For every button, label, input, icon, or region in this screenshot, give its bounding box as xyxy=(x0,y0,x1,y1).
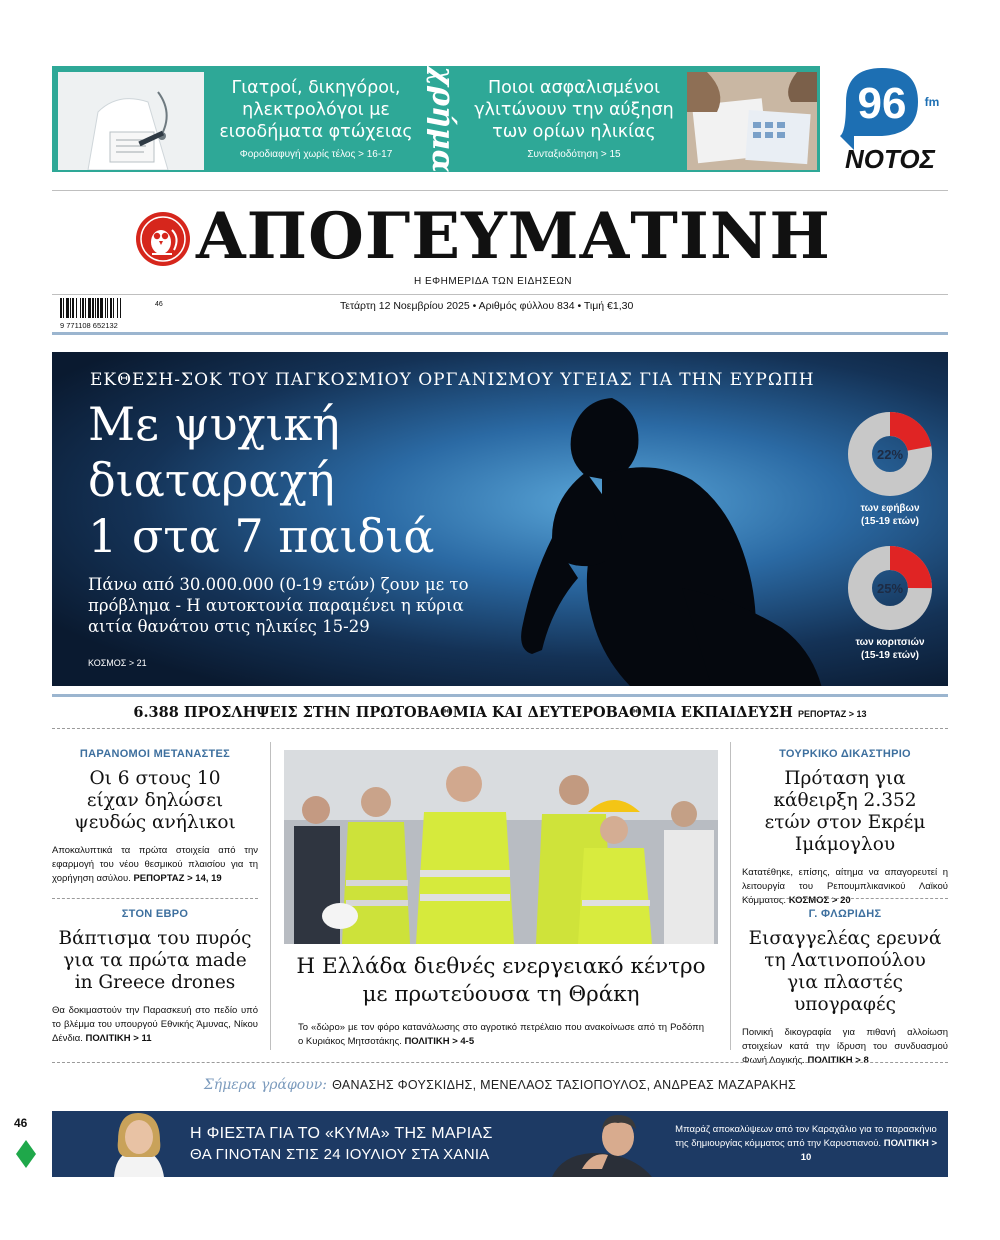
barcode-bar xyxy=(100,298,103,318)
barcode-bar xyxy=(120,298,121,318)
promo-right-text xyxy=(463,77,685,160)
donut-value-teens: 22% xyxy=(876,447,904,462)
barcode-bar xyxy=(80,298,81,318)
donut-label-line: των κοριτσιών xyxy=(855,637,925,648)
documents-photo-icon xyxy=(687,72,817,170)
promo-left-title[interactable]: Γιατροί, δικηγόροι, ηλεκτρολόγοι με εισοδήματα φτώχειας xyxy=(219,78,413,142)
barcode-bar xyxy=(66,298,69,318)
divider-blue xyxy=(52,332,948,335)
portrait-woman-icon xyxy=(92,1111,184,1177)
promo-left-ref: Φοροδιαφυγή χωρίς τέλος > 16-17 xyxy=(239,149,393,160)
story-body xyxy=(742,866,948,908)
bottom-banner-title-1: Η ΦΙΕΣΤΑ ΓΙΑ ΤΟ «ΚΥΜΑ» ΤΗΣ ΜΑΡΙΑΣ xyxy=(190,1125,493,1142)
center-headline[interactable]: Η Ελλάδα διεθνές ενεργειακό κέντρο με πρωτεύουσα τη Θράκη xyxy=(296,954,706,1007)
hero-headline-line: Με ψυχική xyxy=(88,397,340,451)
story-body xyxy=(52,1004,258,1046)
section-label-text: χρήμα xyxy=(424,65,460,173)
barcode-bar xyxy=(105,298,106,318)
silhouette-icon xyxy=(482,388,862,686)
column-divider xyxy=(270,742,271,1050)
right-story-2[interactable] xyxy=(742,908,948,1068)
hero-headline-line: 1 στα 7 παιδιά xyxy=(88,509,435,563)
story-body-text: Το «δώρο» με τον φόρο κατανάλωσης στο αγροτικό πετρέλαιο που ανακοίνωσε από τη Ροδόπη ο Κυριάκος Μητσοτάκης. xyxy=(298,1022,704,1047)
edition-line: Τετάρτη 12 Νοεμβρίου 2025 • Αριθμός φύλλου 834 • Τιμή €1,30 xyxy=(340,300,634,312)
donut-label-line: (15-19 ετών) xyxy=(861,650,919,661)
barcode-bar xyxy=(107,298,108,318)
barcode-issue: 46 xyxy=(155,301,163,308)
barcode-bar xyxy=(97,298,99,318)
barcode-number: 9 771108 652132 xyxy=(60,321,118,328)
dashed-divider xyxy=(52,728,948,729)
story-ref[interactable]: ΠΟΛΙΤΙΚΗ > 8 xyxy=(807,1055,869,1066)
hero-story[interactable] xyxy=(52,352,948,686)
column-divider xyxy=(730,742,731,1050)
top-promo-banner xyxy=(52,66,820,172)
donut-label-line: (15-19 ετών) xyxy=(861,516,919,527)
radio-name: ΝΟΤΟΣ xyxy=(845,144,935,174)
story-ref[interactable]: ΡΕΠΟΡΤΑΖ > 14, 19 xyxy=(133,873,222,884)
dashed-divider xyxy=(52,1062,948,1063)
owl-coin-logo xyxy=(134,210,192,268)
story-body-text: Κατατέθηκε, επίσης, αίτημα να απαγορευτεί η λειτουργία του Ρεπουμπλικανικού Λαϊκού Κόμματος. xyxy=(742,867,948,906)
barcode-bar xyxy=(82,298,84,318)
barcode-bar xyxy=(63,298,64,318)
strap-ref[interactable]: ΡΕΠΟΡΤΑΖ > 13 xyxy=(797,709,867,719)
center-photo-workers[interactable] xyxy=(284,750,718,944)
radio-unit: fm xyxy=(924,95,940,109)
barcode-icon xyxy=(60,298,170,328)
strap-headline[interactable] xyxy=(52,704,948,721)
section-label-chrima xyxy=(424,65,460,173)
radio-96-notos-logo[interactable] xyxy=(836,62,946,174)
story-headline[interactable]: Οι 6 στους 10 είχαν δηλώσει ψευδώς ανήλικοι xyxy=(74,768,236,833)
workers-photo-icon xyxy=(284,750,718,944)
barcode-bar xyxy=(95,298,96,318)
man-portrait xyxy=(552,1111,662,1177)
hero-kicker: ΕΚΘΕΣΗ-ΣΟΚ ΤΟΥ ΠΑΓΚΟΣΜΙΟΥ ΟΡΓΑΝΙΣΜΟΥ ΥΓΕΙΑΣ ΓΙΑ ΤΗΝ ΕΥΡΩΠΗ xyxy=(90,370,815,390)
right-story-1[interactable] xyxy=(742,748,948,908)
divider xyxy=(52,190,948,191)
radio-number: 96 xyxy=(857,79,907,128)
barcode-bar xyxy=(70,298,71,318)
writers-label: Σήμερα γράφουν: xyxy=(203,1077,327,1093)
dashed-divider xyxy=(52,898,258,899)
story-headline[interactable]: Πρόταση για κάθειρξη 2.352 ετών στον Εκρέμ Ιμάμογλου xyxy=(764,768,926,855)
hero-headline-line: διαταραχή xyxy=(88,453,335,507)
center-body xyxy=(298,1021,704,1049)
sad-teen-silhouette xyxy=(482,388,862,686)
story-headline[interactable]: Βάπτισμα του πυρός για τα πρώτα made in Greece drones xyxy=(58,928,252,993)
barcode xyxy=(60,298,170,328)
stat-girls xyxy=(832,544,948,662)
divider-blue xyxy=(52,694,948,697)
hero-headline[interactable] xyxy=(88,396,508,564)
donut-label-girls xyxy=(832,636,948,662)
donut-chart-girls xyxy=(846,544,934,632)
barcode-bar xyxy=(110,298,112,318)
left-story-2[interactable] xyxy=(52,908,258,1046)
stat-teens xyxy=(838,410,942,528)
barcode-bar xyxy=(92,298,94,318)
writers-names[interactable]: ΘΑΝΑΣΗΣ ΦΟΥΣΚΙΔΗΣ, ΜΕΝΕΛΑΟΣ ΤΑΣΙΟΠΟΥΛΟΣ, ΑΝΔΡΕΑΣ ΜΑΖΑΡΑΚΗΣ xyxy=(332,1078,797,1092)
bottom-banner-body: Μπαράζ αποκαλύψεων από τον Καραχάλιο για το παρασκήνιο της δημιουργίας κόμματος από την Καρυστιανού. xyxy=(674,1124,937,1149)
diamond-icon xyxy=(16,1140,36,1168)
barcode-bar xyxy=(117,298,118,318)
story-ref[interactable]: ΚΟΣΜΟΣ > 20 xyxy=(788,895,851,906)
barcode-bar xyxy=(60,298,62,318)
promo-left-text xyxy=(211,77,421,160)
story-body-text: Αποκαλυπτικά τα πρώτα στοιχεία από την εφαρμογή του νέου θεσμικού πλαισίου για τη χορήγηση ασύλου. xyxy=(52,845,258,884)
masthead-title[interactable]: ΑΠΟΓΕΥΜΑΤΙΝΗ xyxy=(196,199,831,274)
barcode-bar xyxy=(72,298,74,318)
story-body xyxy=(52,844,258,886)
story-kicker: ΣΤΟΝ ΕΒΡΟ xyxy=(121,908,189,920)
hero-deck: Πάνω από 30.000.000 (0-19 ετών) ζουν με το πρόβλημα - Η αυτοκτονία παραμένει η κύρια αιτία θανάτου στις ηλικίες 15-29 xyxy=(88,575,469,636)
donut-label-teens xyxy=(838,502,942,528)
story-kicker: ΤΟΥΡΚΙΚΟ ΔΙΚΑΣΤΗΡΙΟ xyxy=(779,748,911,760)
story-body-text: Ποινική δικογραφία για πιθανή αλλοίωση στοιχείων κατά την ίδρυση του συνδυασμού Φωνή Λογικής. xyxy=(742,1027,948,1066)
story-headline[interactable]: Εισαγγελέας ερευνά τη Λατινοπούλου για πλαστές υπογραφές xyxy=(748,928,942,1015)
promo-photo-documents xyxy=(687,72,817,170)
story-kicker: ΠΑΡΑΝΟΜΟΙ ΜΕΤΑΝΑΣΤΕΣ xyxy=(79,748,231,760)
hero-ref[interactable]: ΚΟΣΜΟΣ > 21 xyxy=(88,658,147,668)
divider xyxy=(52,294,948,295)
page-number: 46 xyxy=(14,1116,28,1130)
portrait-man-icon xyxy=(552,1111,662,1177)
masthead-subtitle: Η ΕΦΗΜΕΡΙΔΑ ΤΩΝ ΕΙΔΗΣΕΩΝ xyxy=(414,276,573,287)
barcode-bar xyxy=(76,298,77,318)
story-ref[interactable]: ΠΟΛΙΤΙΚΗ > 11 xyxy=(85,1033,152,1044)
page-marker xyxy=(16,1140,36,1168)
donut-label-line: των εφήβων xyxy=(860,503,920,514)
dashed-divider xyxy=(742,898,948,899)
story-ref[interactable]: ΠΟΛΙΤΙΚΗ > 4-5 xyxy=(404,1036,475,1047)
barcode-bar xyxy=(88,298,91,318)
strap-text: 6.388 ΠΡΟΣΛΗΨΕΙΣ ΣΤΗΝ ΠΡΩΤΟΒΑΘΜΙΑ ΚΑΙ ΔΕΥΤΕΡΟΒΑΘΜΙΑ ΕΚΠΑΙΔΕΥΣΗ xyxy=(133,704,793,721)
bottom-banner-title-2: ΘΑ ΓΙΝΟΤΑΝ ΣΤΙΣ 24 ΙΟΥΛΙΟΥ ΣΤΑ ΧΑΝΙΑ xyxy=(190,1146,490,1163)
left-story-1[interactable] xyxy=(52,748,258,886)
bottom-banner[interactable] xyxy=(52,1111,948,1177)
todays-writers xyxy=(52,1074,948,1093)
donut-value-girls: 25% xyxy=(876,581,904,596)
barcode-bar xyxy=(113,298,114,318)
bottom-banner-ref[interactable]: ΠΟΛΙΤΙΚΗ > 10 xyxy=(800,1138,938,1163)
donut-chart-teens xyxy=(846,410,934,498)
story-body-text: Θα δοκιμαστούν την Παρασκευή στο πεδίο υπό το βλέμμα του υπουργού Εθνικής Άμυνας, Νίκου Δένδια. xyxy=(52,1005,258,1044)
promo-right-title[interactable]: Ποιοι ασφαλισμένοι γλιτώνουν την αύξηση των ορίων ηλικίας xyxy=(474,78,674,142)
promo-right-ref: Συνταξιοδότηση > 15 xyxy=(527,149,621,160)
bottom-banner-text xyxy=(672,1123,940,1165)
woman-portrait xyxy=(92,1111,184,1177)
barcode-bar xyxy=(85,298,86,318)
promo-photo-doctor xyxy=(58,72,204,170)
doctor-photo-icon xyxy=(58,72,204,170)
owl-icon xyxy=(134,210,192,268)
story-kicker: Γ. ΦΛΩΡΙΔΗΣ xyxy=(808,908,882,920)
